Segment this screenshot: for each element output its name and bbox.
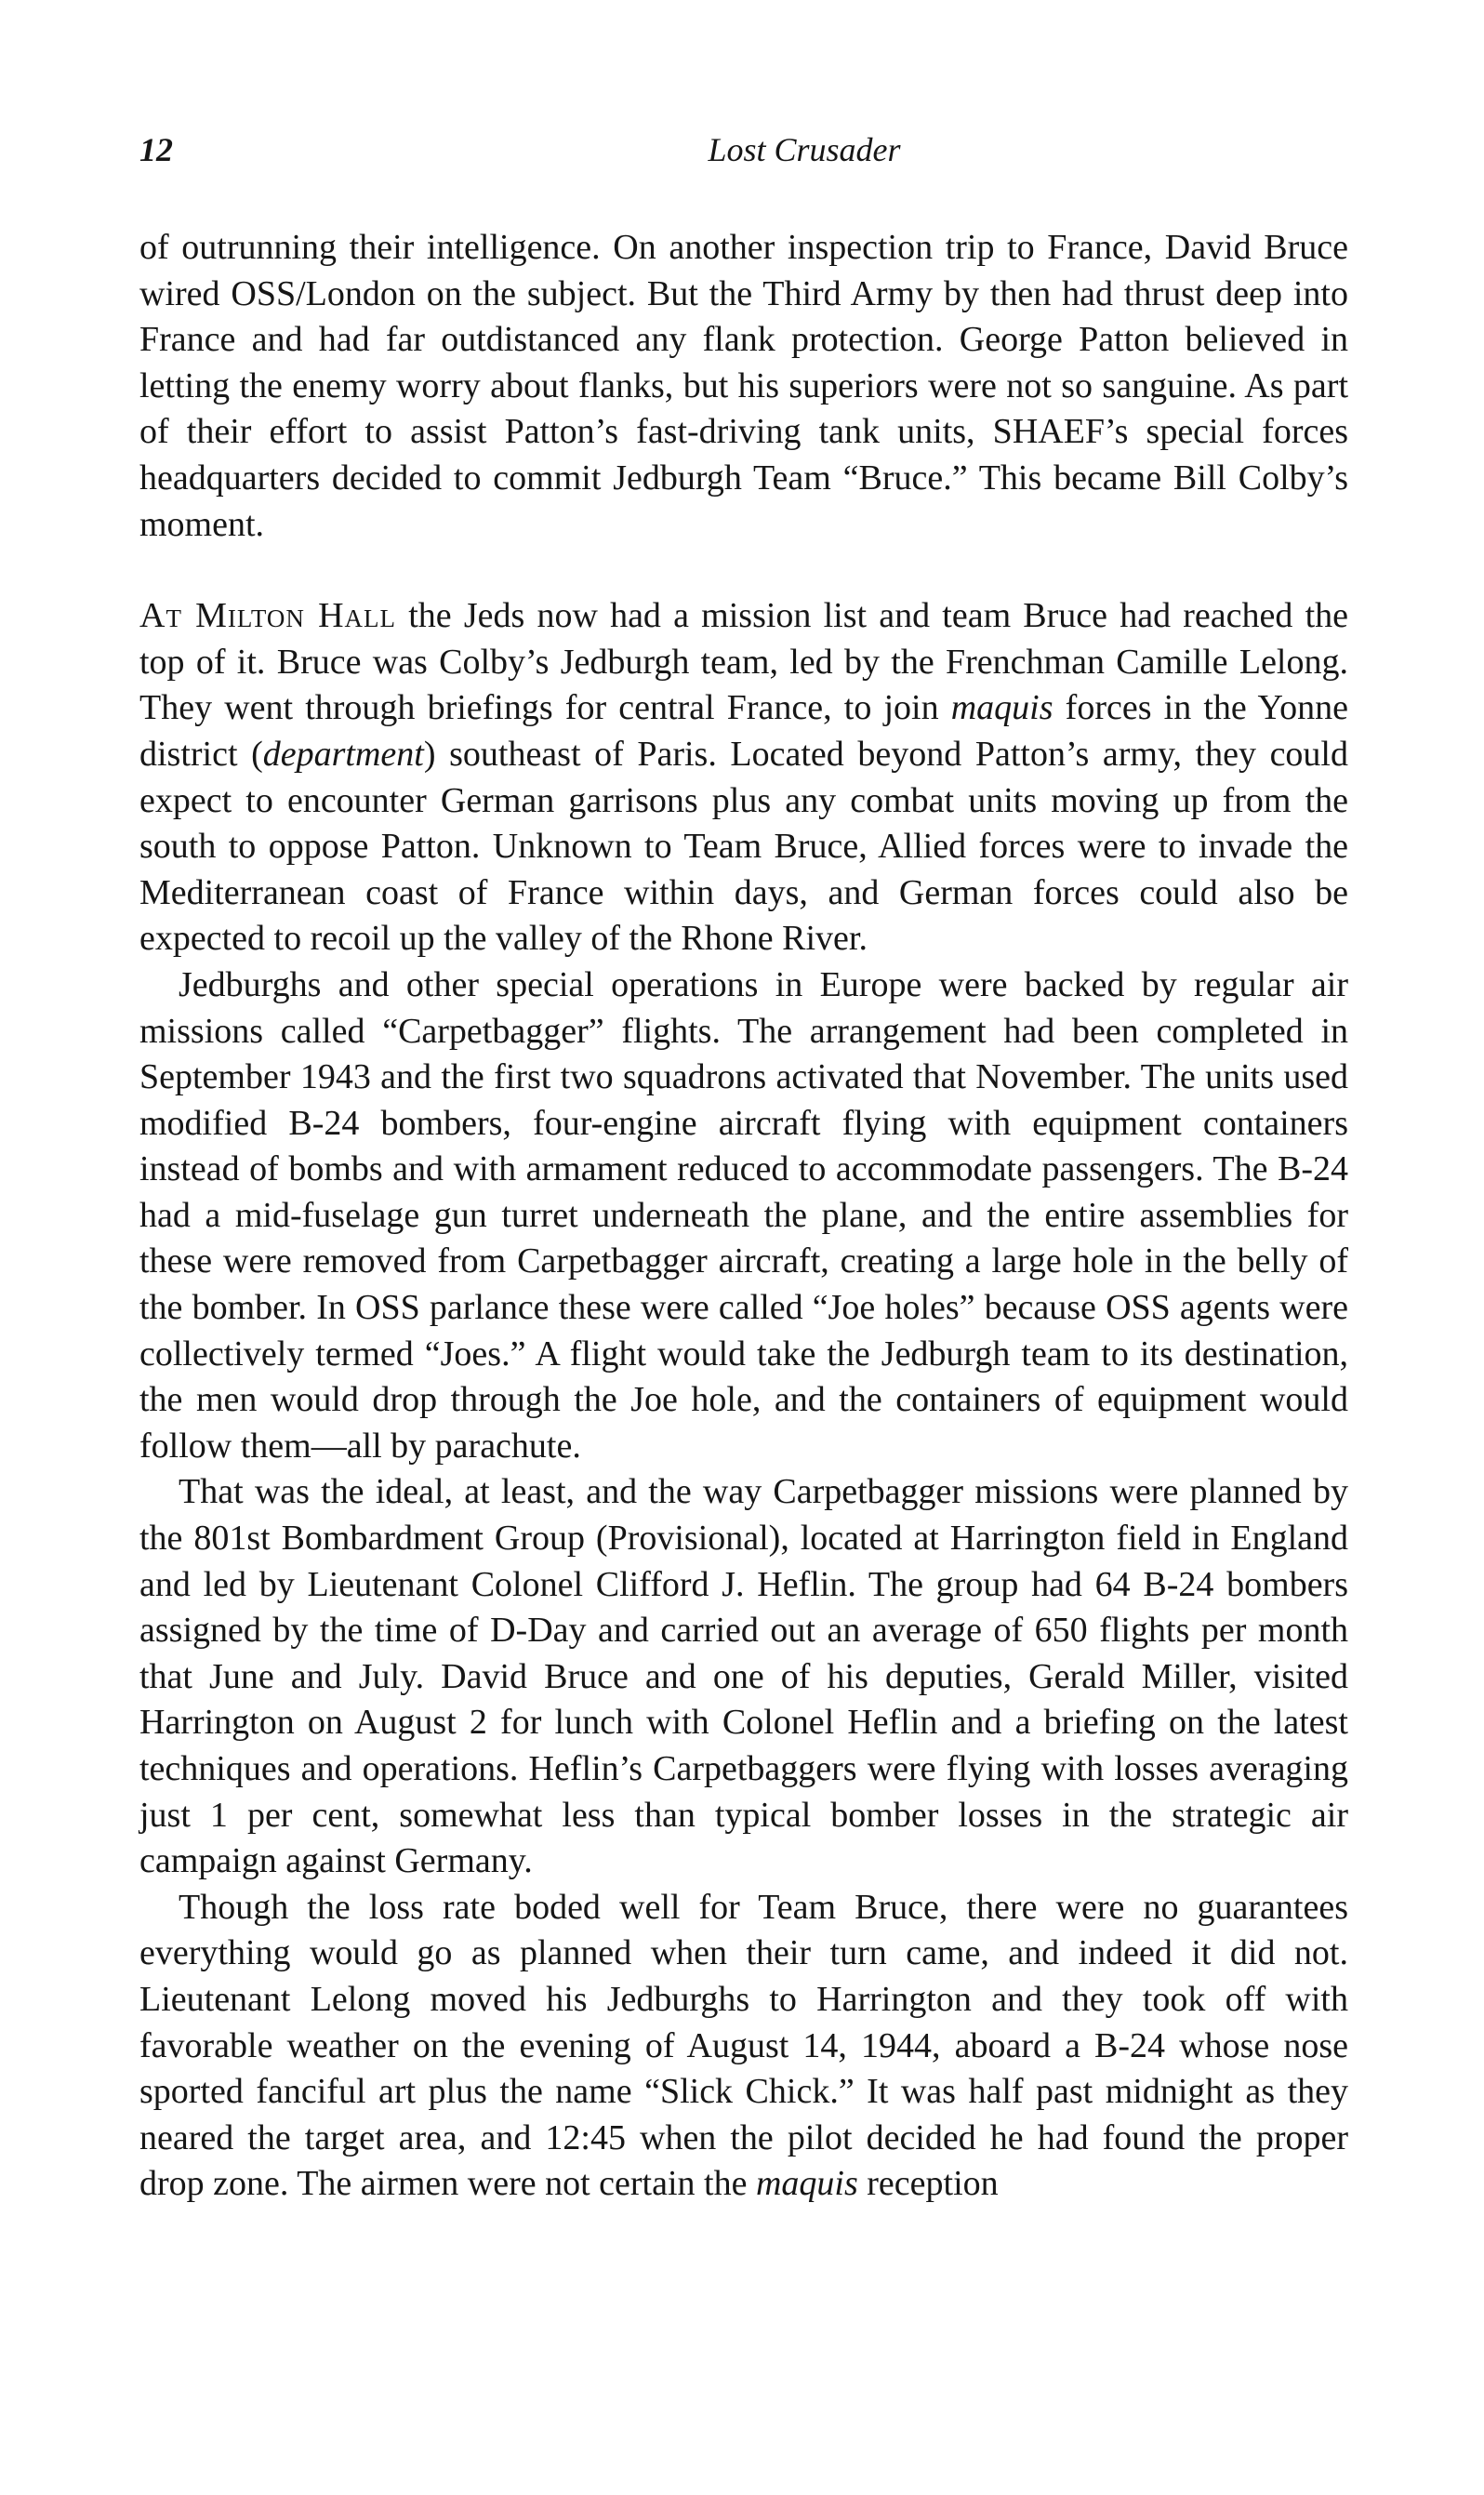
page-number: 12 xyxy=(139,131,173,168)
running-head xyxy=(139,130,1348,177)
paragraph-1: of outrunning their intelligence. On another inspection trip to France, David Bruce wired OSS/London on the subject. But the Third Army by then had thrust deep into France and had far outdistanced any flank protection. George Patton believed in letting the enemy worry about flanks, but his superiors were not so sanguine. As part of their effort to assist Patton’s fast-driving tank units, SHAEF’s special forces headquarters decided to commit Jedburgh Team “Bruce.” This became Bill Colby’s moment. xyxy=(139,228,1348,544)
paragraph-3: Jedburghs and other special operations in Europe were backed by regular air missions called “Carpetbagger” flights. The arrangement had been completed in September 1943 and the first two squadrons activated that November. The units used modified B-24 bombers, four-engine aircraft flying with equipment containers instead of bombs and with armament reduced to accommodate passengers. The B-24 had a mid-fuselage gun turret underneath the plane, and the entire assemblies for these were removed from Carpetbagger aircraft, creating a large hole in the belly of the bomber. In OSS parlance these were called “Joe holes” because OSS agents were collectively termed “Joes.” A flight would take the Jedburgh team to its destination, the men would drop through the Joe hole, and the containers of equipment would follow them—all by parachute. xyxy=(139,964,1348,1466)
section-lead-in: At Milton Hall xyxy=(139,596,397,636)
paragraph-4: That was the ideal, at least, and the way Carpetbagger missions were planned by the 801st Bombardment Group (Provisional), located at Harrington field in England and led by Lieutenant Colonel Clifford J. Heflin. The group had 64 B-24 bombers assigned by the time of D-Day and carried out an average of 650 flights per month that June and July. David Bruce and one of his deputies, Gerald Miller, visited Harrington on August 2 for lunch with Colonel Heflin and a briefing on the latest techniques and operations. Heflin’s Carpetbaggers were flying with losses averaging just 1 per cent, somewhat less than typical bomber losses in the strategic air campaign against Germany. xyxy=(139,1472,1348,1881)
running-title: Lost Crusader xyxy=(708,131,901,168)
body-text xyxy=(139,225,1348,2208)
paragraph-2-text-b: forces in the Yonne district ( xyxy=(139,688,1348,774)
paragraph-2-emphasis-maquis: maquis xyxy=(950,688,1053,728)
paragraph-2 xyxy=(139,593,1348,962)
paragraph-5-text-a: Though the loss rate boded well for Team Bruce, there were no guarantees everything would go as planned when their turn came, and indeed it did not. Lieutenant Lelong moved his Jedburghs to Harrington and they took off with favorable weather on the evening of August 14, 1944, aboard a B-24 whose nose sported fanciful art plus the name “Slick Chick.” It was half past midnight as they neared the target area, and 12:45 when the pilot decided he had found the proper drop zone. The airmen were not certain the xyxy=(139,1887,1348,2204)
paragraph-5-emphasis-maquis: maquis xyxy=(755,2164,858,2204)
paragraph-2-text-c: ) southeast of Paris. Located beyond Patton’s army, they could expect to encounter German garrisons plus any combat units moving up from the south to oppose Patton. Unknown to Team Bruce, Allied forces were to invade the Mediterranean coast of France within days, and German forces could also be expected to recoil up the valley of the Rhone River. xyxy=(139,734,1348,959)
paragraph-5 xyxy=(139,1885,1348,2208)
paragraph-5-text-b: reception xyxy=(857,2164,999,2204)
paragraph-2-text-a: the Jeds now had a mission list and team Bruce had reached the top of it. Bruce was Colby’s Jedburgh team, led by the Frenchman Camille Lelong. They went through briefings for central France, to join xyxy=(139,596,1348,728)
paragraph-2-emphasis-department: department xyxy=(262,734,424,774)
